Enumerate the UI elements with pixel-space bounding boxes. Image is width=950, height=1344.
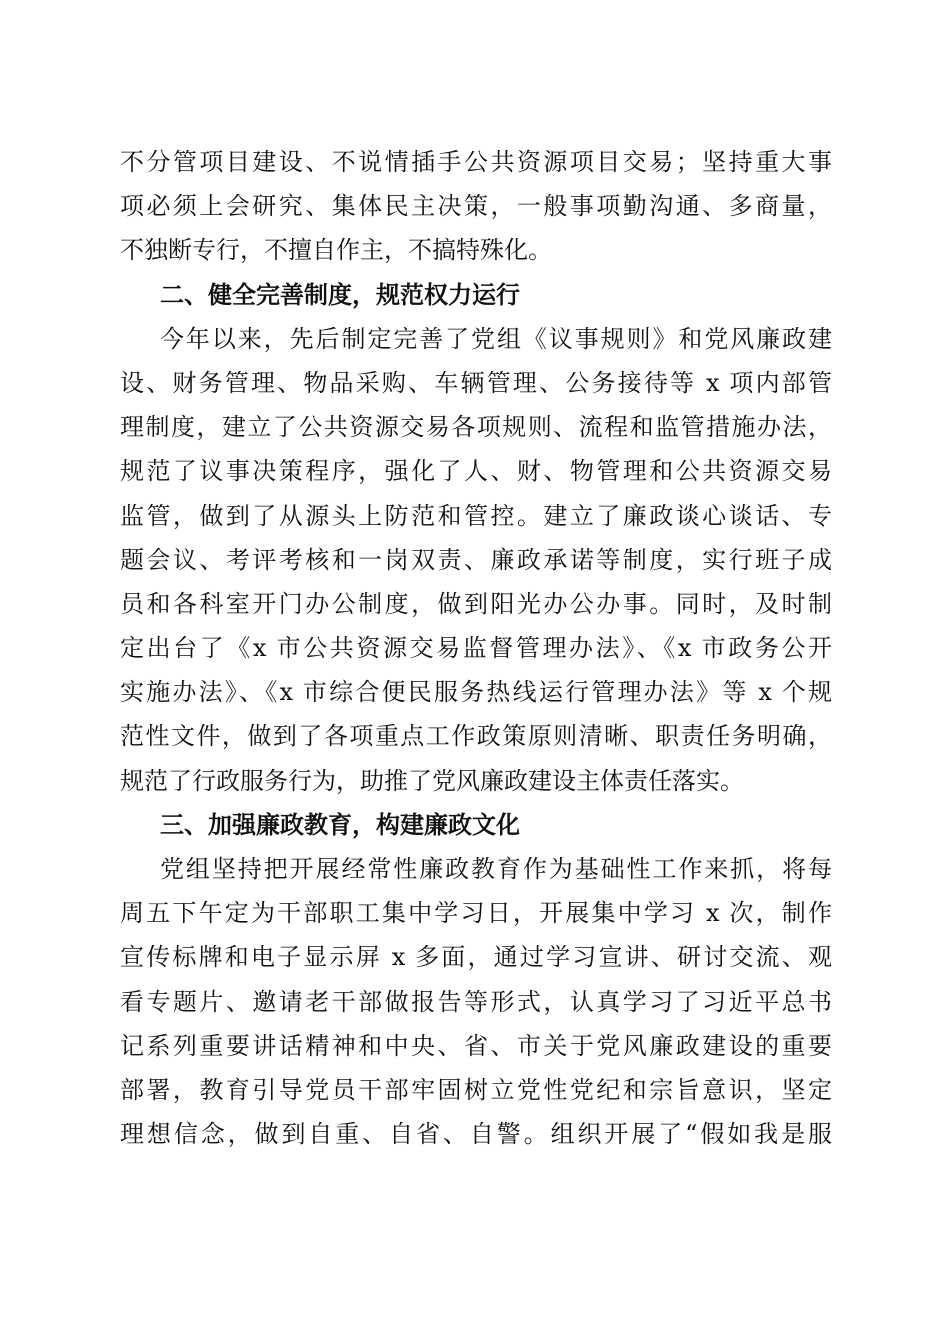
paragraph-line: 范性文件，做到了各项重点工作政策原则清晰、职责任务明确， (120, 722, 832, 751)
paragraph-line: 周五下午定为干部职工集中学习日，开展集中学习 x 次，制作 (120, 899, 832, 928)
paragraph-line: 不独断专行，不擅自作主，不搞特殊化。 (120, 236, 552, 265)
paragraph-line: 党组坚持把开展经常性廉政教育作为基础性工作来抓，将每 (160, 855, 832, 883)
paragraph-line: 记系列重要讲话精神和中央、省、市关于党风廉政建设的重要 (120, 1031, 832, 1060)
paragraph-line: 项必须上会研究、集体民主决策，一般事项勤沟通、多商量， (120, 192, 832, 221)
paragraph-line: 规范了议事决策程序，强化了人、财、物管理和公共资源交易 (120, 457, 832, 486)
paragraph-line: 看专题片、邀请老干部做报告等形式，认真学习了习近平总书 (120, 987, 832, 1016)
paragraph-line: 理制度，建立了公共资源交易各项规则、流程和监管措施办法， (120, 413, 832, 442)
paragraph-line: 题会议、考评考核和一岗双责、廉政承诺等制度，实行班子成 (120, 545, 832, 574)
paragraph-line: 定出台了《x 市公共资源交易监督管理办法》、《x 市政务公开 (120, 634, 832, 663)
document-page (120, 140, 832, 1156)
paragraph-line: 宣传标牌和电子显示屏 x 多面，通过学习宣讲、研讨交流、观 (120, 943, 832, 972)
section-heading-3: 三、加强廉政教育，构建廉政文化 (160, 810, 520, 839)
paragraph-line: 理想信念，做到自重、自省、自警。组织开展了“假如我是服 (120, 1120, 832, 1149)
paragraph-line: 规范了行政服务行为，助推了党风廉政建设主体责任落实。 (120, 766, 744, 795)
section-heading-2: 二、健全完善制度，规范权力运行 (160, 280, 520, 309)
paragraph-line: 实施办法》、《x 市综合便民服务热线运行管理办法》等 x 个规 (120, 678, 832, 707)
paragraph-line: 部署，教育引导党员干部牢固树立党性党纪和宗旨意识，坚定 (120, 1075, 832, 1104)
paragraph-line: 今年以来，先后制定完善了党组《议事规则》和党风廉政建 (160, 324, 832, 353)
paragraph-line: 设、财务管理、物品采购、车辆管理、公务接待等 x 项内部管 (120, 368, 832, 397)
paragraph-line: 不分管项目建设、不说情插手公共资源项目交易；坚持重大事 (120, 148, 832, 176)
paragraph-line: 监管，做到了从源头上防范和管控。建立了廉政谈心谈话、专 (120, 501, 832, 530)
paragraph-line: 员和各科室开门办公制度，做到阳光办公办事。同时，及时制 (120, 589, 832, 618)
